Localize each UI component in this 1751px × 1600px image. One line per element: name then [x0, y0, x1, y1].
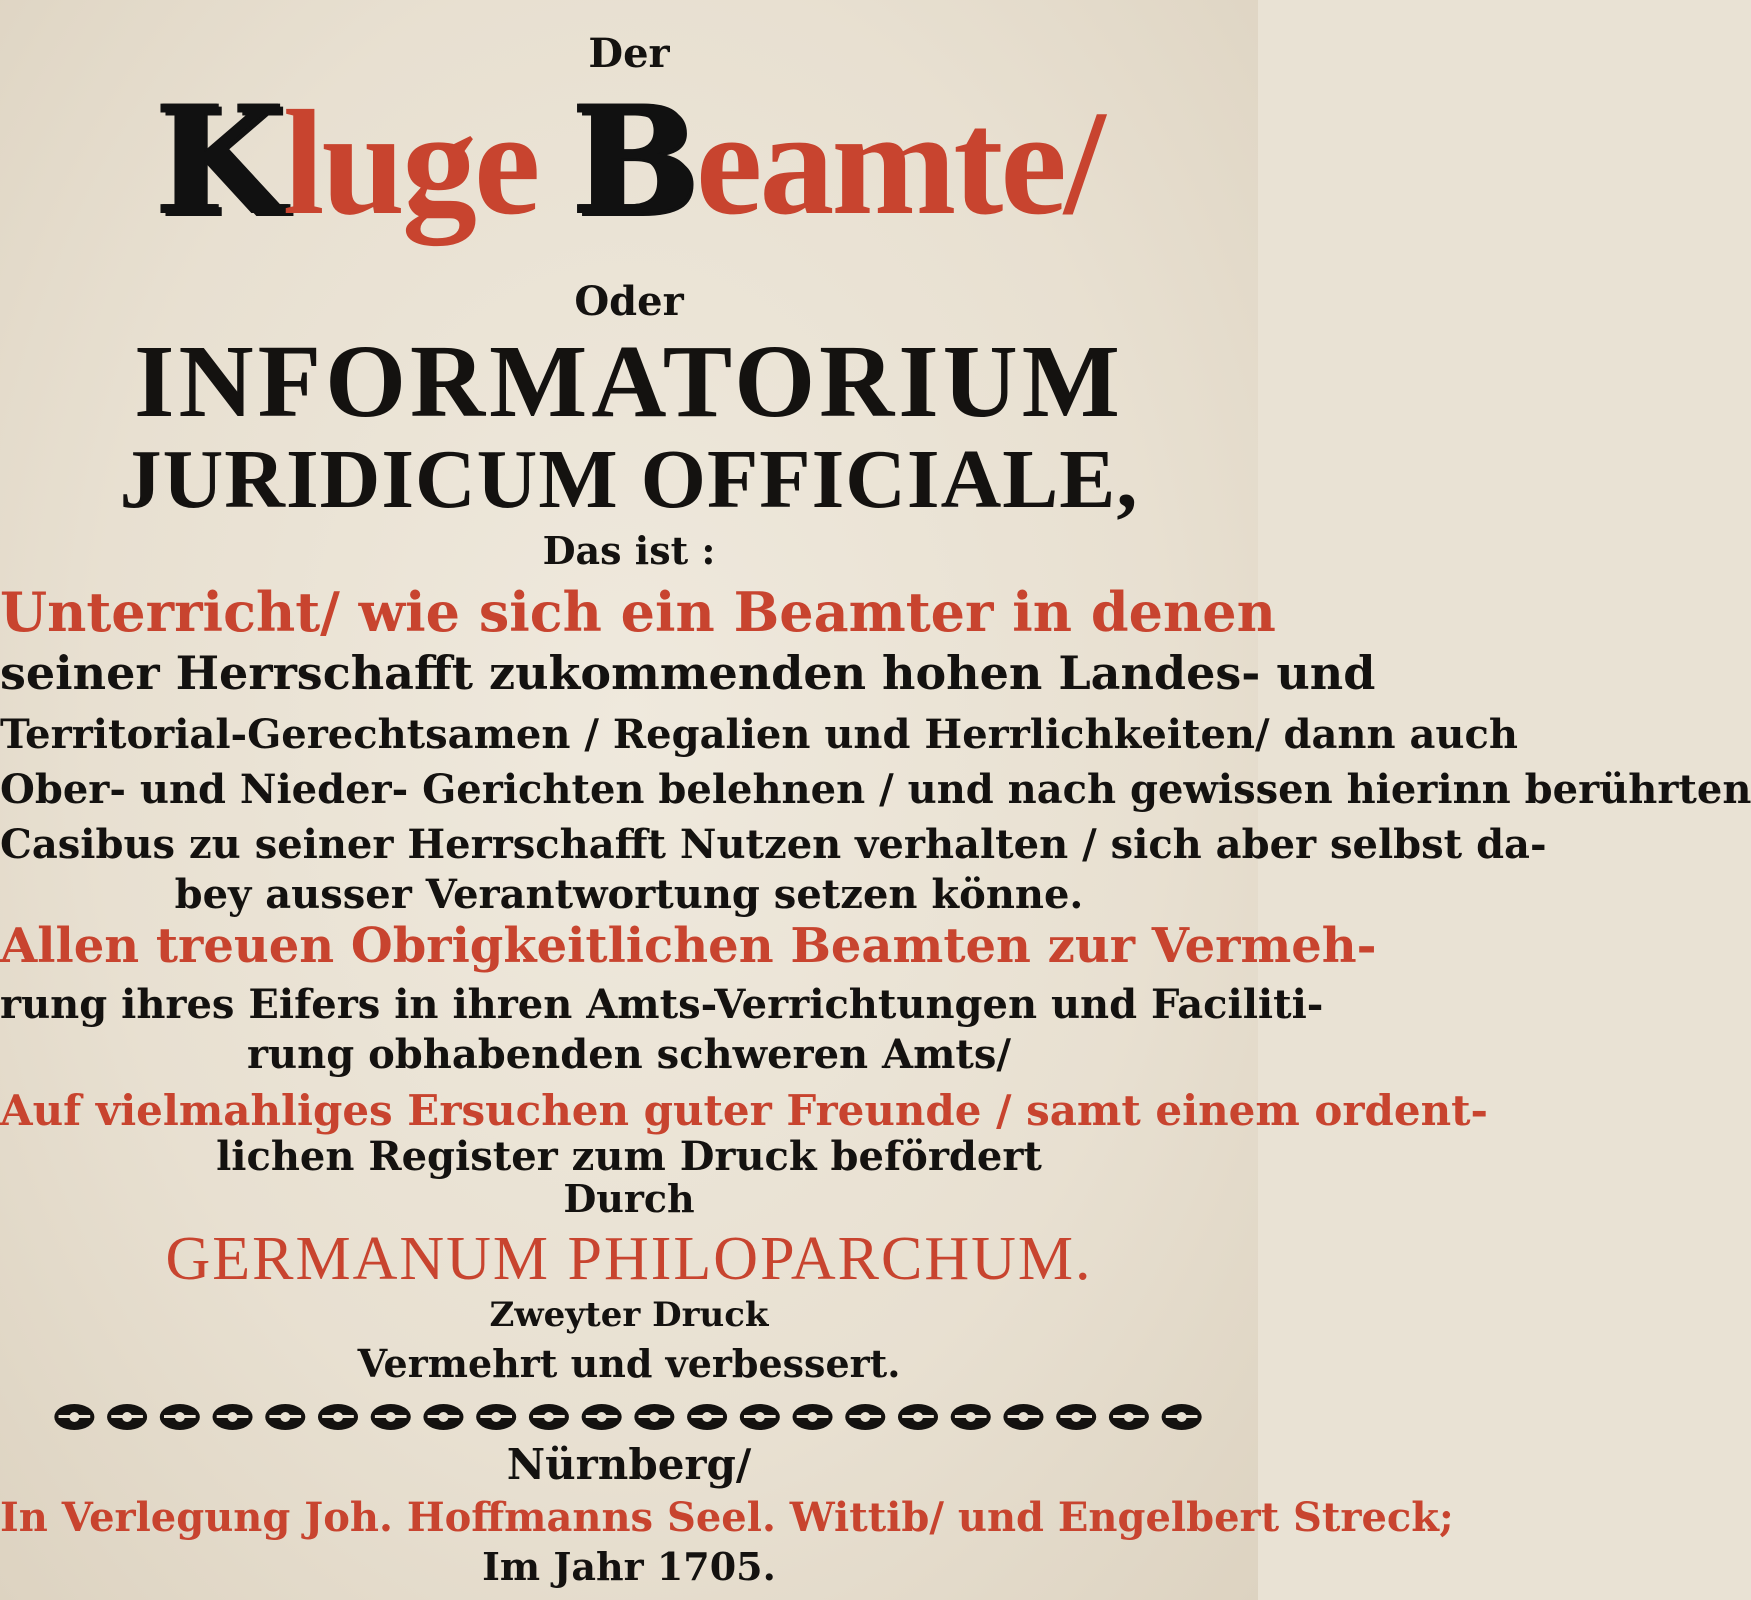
dedication-line-2: rung ihres Eifers in ihren Amts-Verrichtungen und Faciliti-: [0, 981, 1324, 1028]
latin-title-line-2: JURIDICUM OFFICIALE,: [119, 433, 1139, 526]
edition-line-1: Zweyter Druck: [489, 1295, 769, 1335]
place-of-print: Nürnberg/: [506, 1440, 752, 1489]
dedication-line-3: rung obhabenden schweren Amts/: [246, 1031, 1012, 1078]
fleuron: [371, 1404, 411, 1430]
fleuron: [1056, 1404, 1096, 1430]
fleuron: [54, 1404, 94, 1430]
durch: Durch: [563, 1176, 695, 1221]
dedication-line-1: Allen treuen Obrigkeitlichen Beamten zur Vermeh-: [0, 918, 1377, 974]
description-line-2: seiner Herrschafft zukommenden hohen Landes- und: [0, 646, 1376, 700]
fleuron: [740, 1404, 780, 1430]
ornament-rule: [48, 1400, 1208, 1434]
description-line-1: Unterricht/ wie sich ein Beamter in denen: [0, 580, 1276, 644]
fleuron: [634, 1404, 674, 1430]
fleuron: [1003, 1404, 1043, 1430]
fleuron: [318, 1404, 358, 1430]
description-line-6: bey ausser Verantwortung setzen könne.: [174, 871, 1084, 918]
edition-line-2: Vermehrt und verbessert.: [357, 1341, 901, 1386]
fleuron: [529, 1404, 569, 1430]
fleuron: [476, 1404, 516, 1430]
description-line-3: Territorial-Gerechtsamen / Regalien und Herrlichkeiten/ dann auch: [0, 711, 1518, 758]
das-ist: Das ist :: [542, 528, 716, 573]
main-title-initial-k: K: [155, 73, 283, 249]
main-title-word1-rest: luge: [282, 80, 538, 246]
fleuron: [687, 1404, 727, 1430]
fleuron: [1162, 1404, 1202, 1430]
publisher: In Verlegung Joh. Hoffmanns Seel. Wittib/ und Engelbert Streck;: [0, 1494, 1454, 1541]
fleuron: [265, 1404, 305, 1430]
latin-title-line-1: INFORMATORIUM: [134, 324, 1124, 439]
fleuron: [423, 1404, 463, 1430]
main-title-initial-b: B: [572, 73, 696, 249]
description-line-5: Casibus zu seiner Herrschafft Nutzen verhalten / sich aber selbst da-: [0, 821, 1547, 868]
fleuron: [951, 1404, 991, 1430]
fleuron: [582, 1404, 622, 1430]
main-title: [0, 73, 1258, 249]
fleuron: [845, 1404, 885, 1430]
author-name: GERMANUM PHILOPARCHUM.: [165, 1225, 1093, 1293]
fleuron: [213, 1404, 253, 1430]
fleuron: [160, 1404, 200, 1430]
article-der: Der: [588, 30, 670, 77]
fleuron: [1109, 1404, 1149, 1430]
main-title-word2-rest: eamte/: [695, 80, 1103, 246]
fleuron: [107, 1404, 147, 1430]
fleuron: [898, 1404, 938, 1430]
description-line-4: Ober- und Nieder- Gerichten belehnen / und nach gewissen hierinn berührten: [0, 766, 1751, 813]
year-of-print: Im Jahr 1705.: [482, 1544, 776, 1589]
request-line-2: lichen Register zum Druck befördert: [216, 1133, 1042, 1180]
fleuron: [793, 1404, 833, 1430]
request-line-1: Auf vielmahliges Ersuchen guter Freunde / samt einem ordent-: [0, 1086, 1488, 1135]
oder-conjunction: Oder: [574, 278, 684, 325]
